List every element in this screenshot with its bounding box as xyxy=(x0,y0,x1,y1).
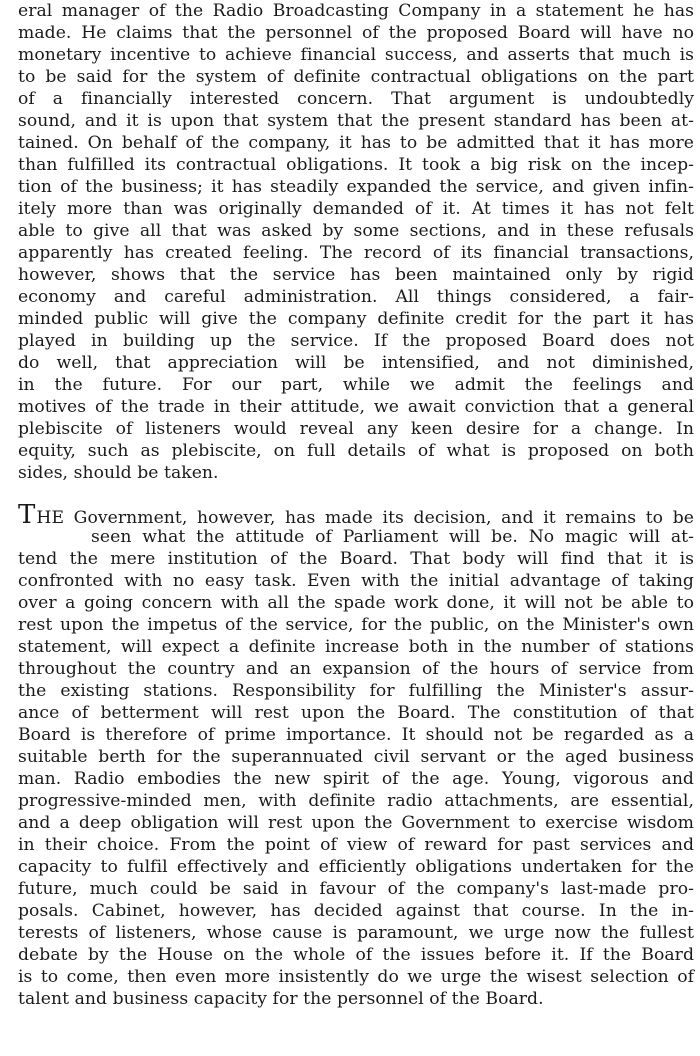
text-line: throughout the country and an expansion of the hours of service from xyxy=(18,659,694,679)
paragraph-first-line xyxy=(18,500,694,530)
text-line: in the future. For our part, while we admit the feelings and xyxy=(18,375,694,395)
text-line: plebiscite of listeners would reveal any keen desire for a change. In xyxy=(18,419,694,439)
text-line: terests of listeners, whose cause is paramount, we urge now the fullest xyxy=(18,923,694,943)
text-line: played in building up the service. If the proposed Board does not xyxy=(18,331,694,351)
text-line: sides, should be taken. xyxy=(18,463,219,483)
text-line: progressive-minded men, with definite radio attachments, are essential, xyxy=(18,791,694,811)
paragraph-1 xyxy=(18,0,694,484)
text-line: tend the mere institution of the Board. That body will find that it is xyxy=(18,549,694,569)
text-line: posals. Cabinet, however, has decided against that course. In the in- xyxy=(18,901,694,921)
text-line: eral manager of the Radio Broadcasting Company in a statement he has xyxy=(18,1,694,21)
text-line: do well, that appreciation will be intensified, and not diminished, xyxy=(18,353,694,373)
text-line: Board is therefore of prime importance. It should not be regarded as a xyxy=(18,725,694,745)
text-line: apparently has created feeling. The record of its financial transactions, xyxy=(18,243,694,263)
text-line: able to give all that was asked by some sections, and in these refusals xyxy=(18,221,694,241)
text-line: however, shows that the service has been maintained only by rigid xyxy=(18,265,694,285)
text-line: monetary incentive to achieve financial success, and asserts that much is xyxy=(18,45,694,65)
text-line: suitable berth for the superannuated civil servant or the aged business xyxy=(18,747,694,767)
drop-cap: T xyxy=(18,500,36,530)
text-line: ance of betterment will rest upon the Board. The constitution of that xyxy=(18,703,694,723)
text-line: future, much could be said in favour of the company's last-made pro- xyxy=(18,879,694,899)
text-line: made. He claims that the personnel of the proposed Board will have no xyxy=(18,23,694,43)
text-line: sound, and it is upon that system that the present standard has been at- xyxy=(18,111,694,131)
text-line: rest upon the impetus of the service, for the public, on the Minister's own xyxy=(18,615,694,635)
text-line: in their choice. From the point of view of reward for past services and xyxy=(18,835,694,855)
text-line: itely more than was originally demanded of it. At times it has not felt xyxy=(18,199,694,219)
text-line: capacity to fulfil effectively and efficiently obligations undertaken for the xyxy=(18,857,694,877)
text-line: of a financially interested concern. That argument is undoubtedly xyxy=(18,89,694,109)
text-line: man. Radio embodies the new spirit of the age. Young, vigorous and xyxy=(18,769,694,789)
paragraph-2 xyxy=(18,500,694,1010)
article-page xyxy=(18,0,694,1010)
text-line: statement, will expect a definite increase both in the number of stations xyxy=(18,637,694,657)
text-line: to be said for the system of definite contractual obligations on the part xyxy=(18,67,694,87)
text-line: tained. On behalf of the company, it has to be admitted that it has more xyxy=(18,133,694,153)
text-line: is to come, then even more insistently do we urge the wisest selection of xyxy=(18,967,694,987)
text-line: the existing stations. Responsibility for fulfilling the Minister's assur- xyxy=(18,681,694,701)
text-line: debate by the House on the whole of the issues before it. If the Board xyxy=(18,945,694,965)
text-line: economy and careful administration. All things considered, a fair- xyxy=(18,287,694,307)
paragraph-gap xyxy=(18,484,694,504)
text-line: minded public will give the company definite credit for the part it has xyxy=(18,309,694,329)
text-line: motives of the trade in their attitude, we await conviction that a general xyxy=(18,397,694,417)
text-line: over a going concern with all the spade work done, it will not be able to xyxy=(18,593,694,613)
first-line-text: HE Government, however, has made its decision, and it remains to be xyxy=(36,508,694,528)
text-line: talent and business capacity for the personnel of the Board. xyxy=(18,989,544,1009)
text-line: than fulfilled its contractual obligations. It took a big risk on the incep- xyxy=(18,155,694,175)
text-line: and a deep obligation will rest upon the Government to exercise wisdom xyxy=(18,813,694,833)
text-line: tion of the business; it has steadily expanded the service, and given infin- xyxy=(18,177,694,197)
text-line: equity, such as plebiscite, on full details of what is proposed on both xyxy=(18,441,694,461)
text-line: confronted with no easy task. Even with the initial advantage of taking xyxy=(18,571,694,591)
text-line: seen what the attitude of Parliament will be. No magic will at- xyxy=(91,527,694,547)
